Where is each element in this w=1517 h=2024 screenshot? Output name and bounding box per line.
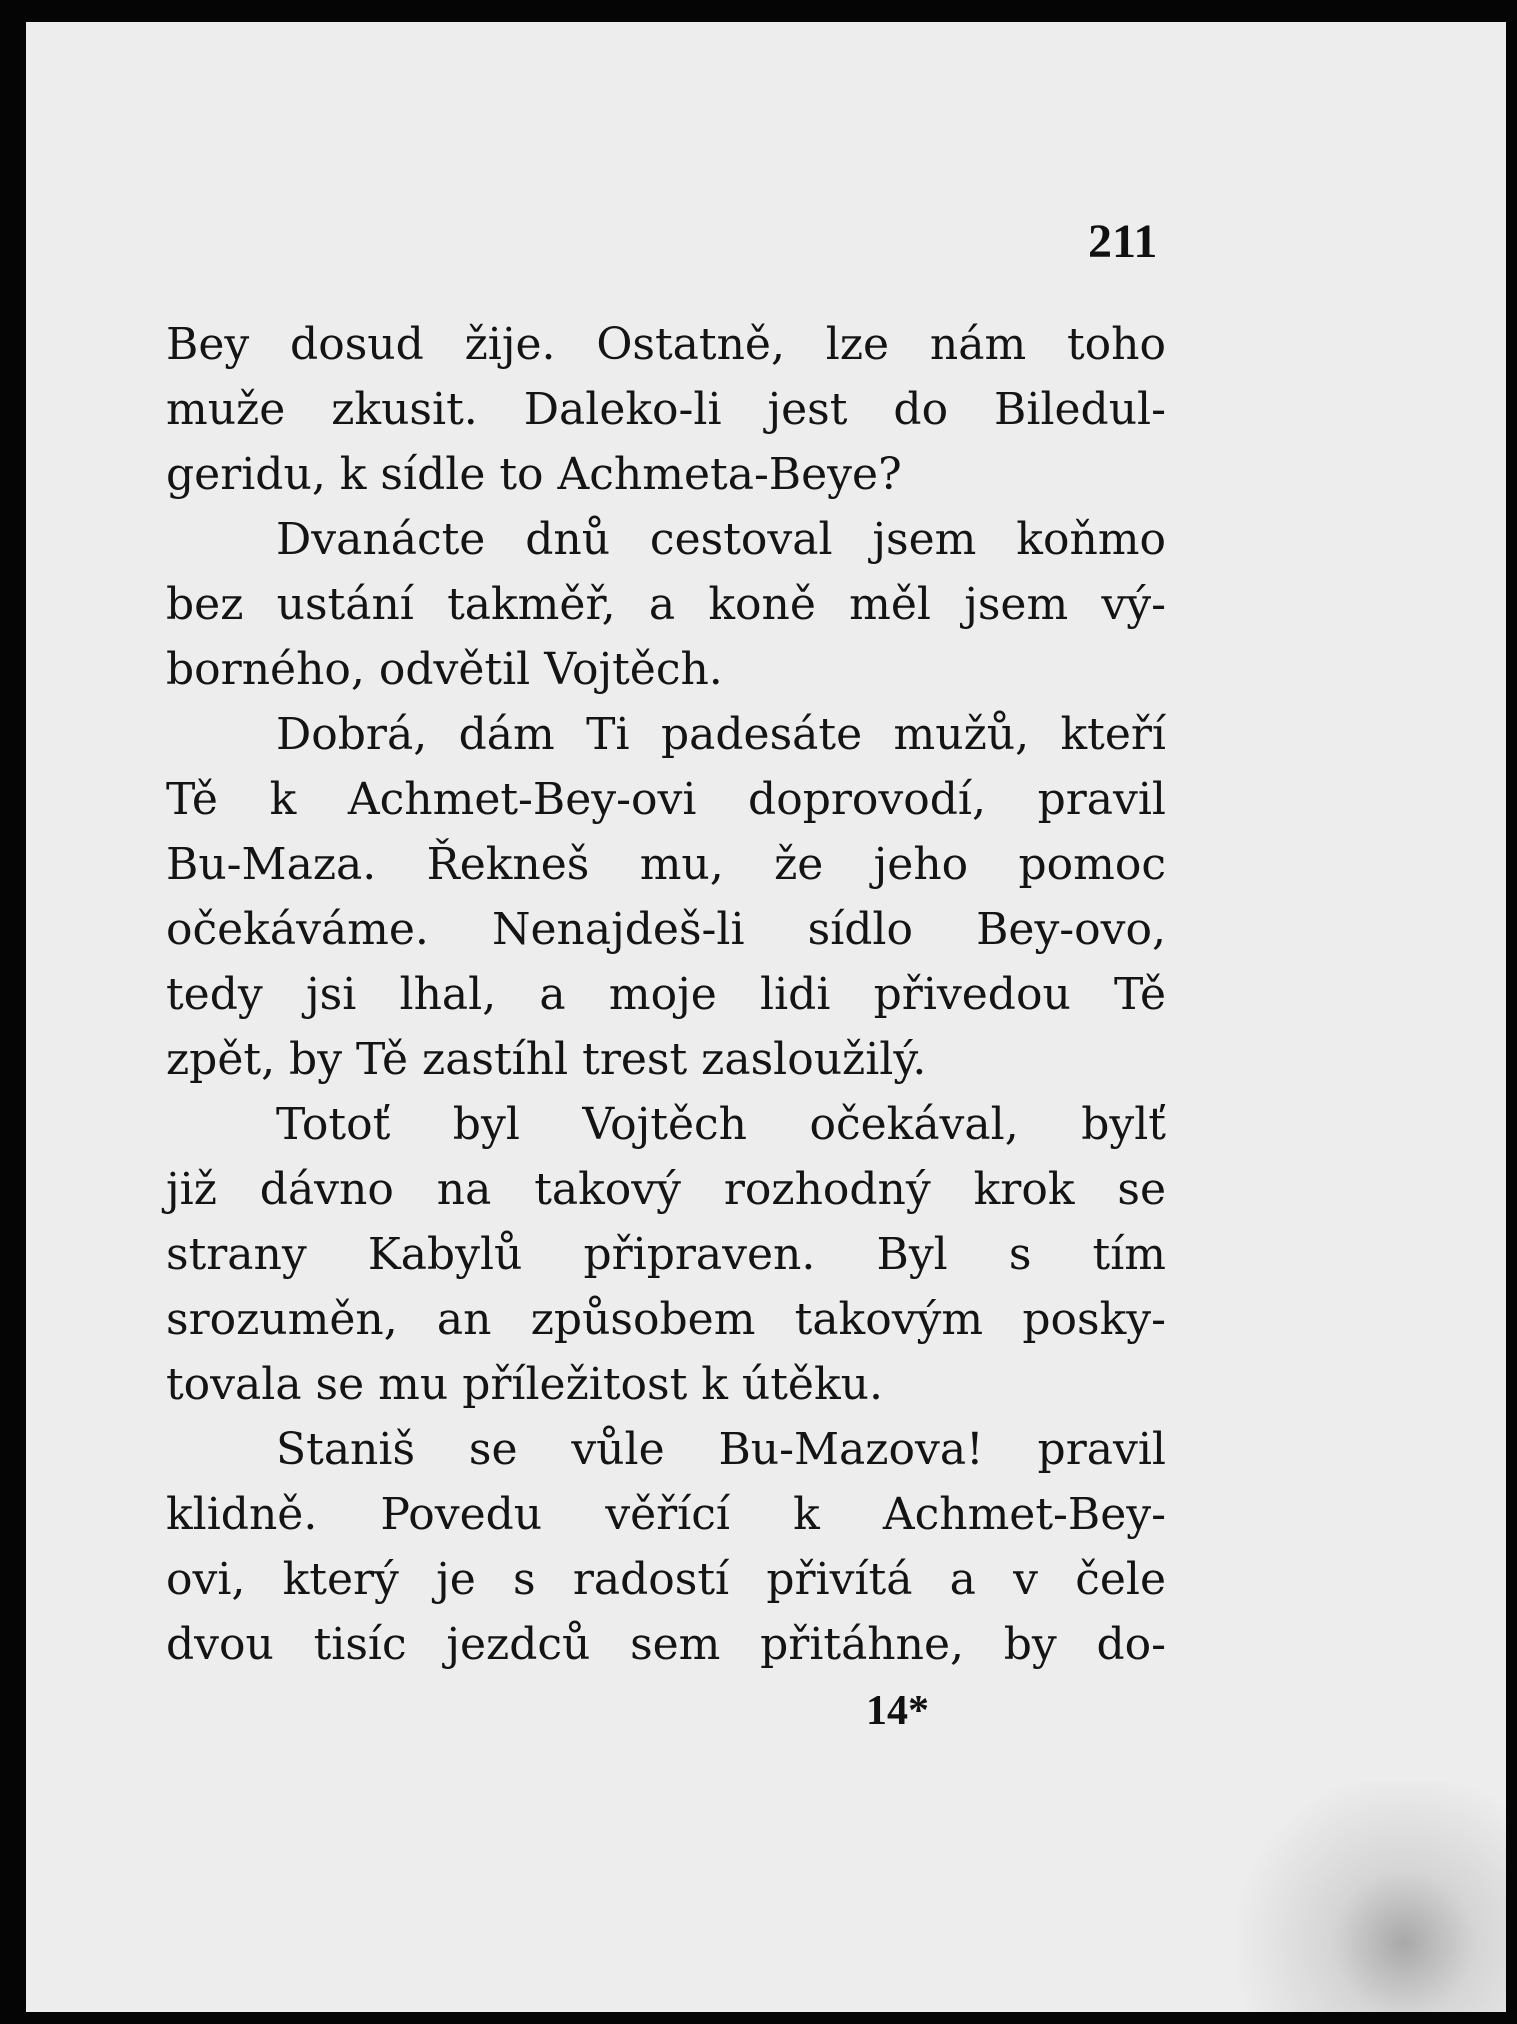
text-line: zpět, by Tě zastíhl trest zasloužilý. xyxy=(166,1034,927,1085)
text-line: tovala se mu příležitost k útěku. xyxy=(166,1359,883,1410)
text-line: strany Kabylů připraven. Byl s tím xyxy=(166,1229,1166,1280)
text-line: dvou tisíc jezdců sem přitáhne, by do- xyxy=(166,1619,1166,1670)
text-line: očekáváme. Nenajdeš-li sídlo Bey-ovo, xyxy=(166,904,1166,955)
text-line: borného, odvětil Vojtěch. xyxy=(166,644,723,695)
text-line: muže zkusit. Daleko-li jest do Biledul- xyxy=(166,384,1166,435)
scan-noise xyxy=(1166,1782,1506,2012)
text-line: ovi, který je s radostí přivítá a v čele xyxy=(166,1554,1166,1605)
signature-mark: 14* xyxy=(866,1688,929,1734)
text-line: Tě k Achmet-Bey-ovi doprovodí, pravil xyxy=(166,774,1166,825)
text-line: již dávno na takový rozhodný krok se xyxy=(166,1164,1166,1215)
page-number: 211 xyxy=(1088,215,1158,268)
paragraph-first-line: Dvanácte dnů cestoval jsem koňmo xyxy=(276,514,1166,565)
page-text xyxy=(166,312,1166,1677)
text-line: geridu, k sídle to Achmeta-Beye? xyxy=(166,449,902,500)
text-line: Bu-Maza. Řekneš mu, že jeho pomoc xyxy=(166,839,1166,890)
text-line: Bey dosud žije. Ostatně, lze nám toho xyxy=(166,319,1166,370)
paragraph-first-line: Dobrá, dám Ti padesáte mužů, kteří xyxy=(276,709,1166,760)
text-line: srozuměn, an způsobem takovým posky- xyxy=(166,1294,1166,1345)
text-line: bez ustání takměř, a koně měl jsem vý- xyxy=(166,579,1166,630)
paragraph-first-line: Totoť byl Vojtěch očekával, bylť xyxy=(276,1099,1166,1150)
paragraph-first-line: Staniš se vůle Bu-Mazova! pravil xyxy=(276,1424,1166,1475)
scan-left-edge xyxy=(0,0,26,2024)
text-line: klidně. Povedu věřící k Achmet-Bey- xyxy=(166,1489,1166,1540)
book-page xyxy=(26,22,1506,2012)
text-line: tedy jsi lhal, a moje lidi přivedou Tě xyxy=(166,969,1166,1020)
